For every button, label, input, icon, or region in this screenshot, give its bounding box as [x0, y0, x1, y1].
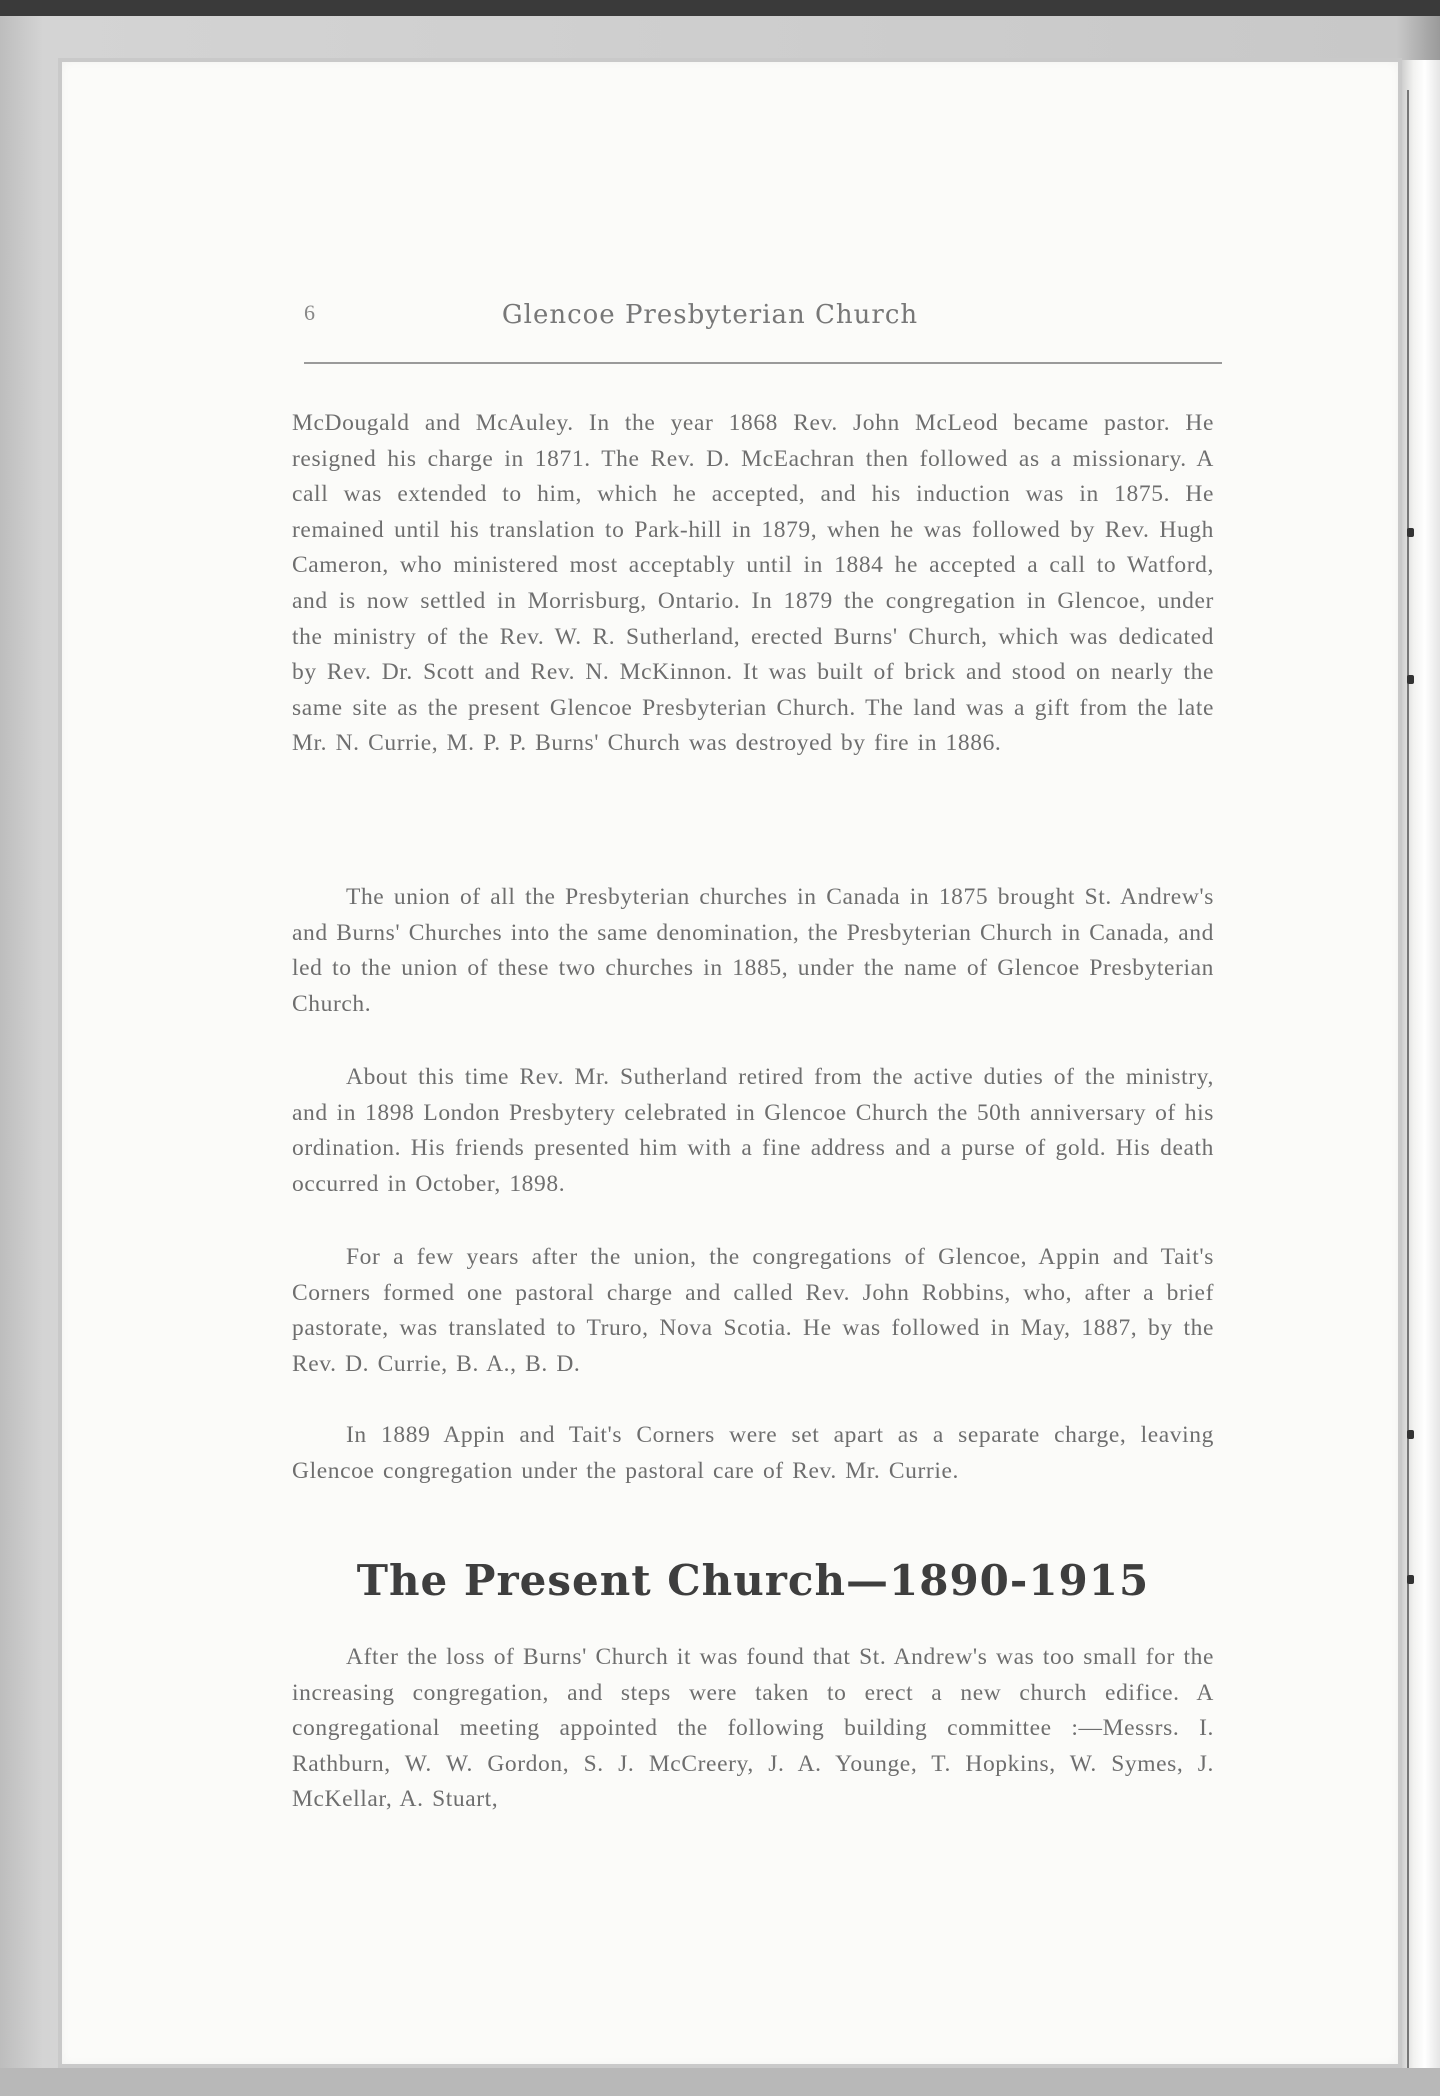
section-heading: The Present Church—1890-1915 [356, 1556, 1150, 1605]
stitch-mark [1407, 1430, 1414, 1439]
paragraph-5: In 1889 Appin and Tait's Corners were set apart as a separate charge, leaving Glencoe congregation under the pastoral care of Rev. Mr. Currie. [292, 1422, 1214, 1484]
spine-stitch-line [1407, 90, 1409, 2070]
stitch-mark [1407, 528, 1414, 537]
section-paragraph: After the loss of Burns' Church it was found that St. Andrew's was too small for the increasing congregation, and steps were taken to erect a new church edifice. A congregational meeting appointed the following building committee :—Messrs. I. Rathburn, W. W. Gordon, S. J. McCreery, J. A. Younge, T. Hopkins, W. Symes, J. McKellar, A. Stuart, [292, 1644, 1214, 1813]
stitch-mark [1407, 1575, 1414, 1584]
paragraph-2: The union of all the Presbyterian churches in Canada in 1875 brought St. Andrew's and Burns' Churches into the same denomination, the Presbyterian Church in Canada, and led to the union of these two churches in 1885, under the name of Glencoe Presbyterian Church. [292, 884, 1214, 1017]
header-rule [304, 362, 1222, 364]
stitch-mark [1407, 675, 1414, 684]
scan-bottom-edge [0, 2068, 1440, 2096]
running-title: Glencoe Presbyterian Church [501, 300, 919, 330]
paragraph-1: McDougald and McAuley. In the year 1868 Rev. John McLeod became pastor. He resigned his charge in 1871. The Rev. D. McEachran then followed as a missionary. A call was extended to him, which he accepted, and his induction was in 1875. He remained until his translation to Park-hill in 1879, when he was followed by Rev. Hugh Cameron, who ministered most acceptably until in 1884 he accepted a call to Watford, and is now settled in Morrisburg, Ontario. In 1879 the congregation in Glencoe, under the ministry of the Rev. W. R. Sutherland, erected Burns' Church, which was dedicated by Rev. Dr. Scott and Rev. N. McKinnon. It was built of brick and stood on nearly the same site as the present Glencoe Presbyterian Church. The land was a gift from the late Mr. N. Currie, M. P. P. Burns' Church was destroyed by fire in 1886. [292, 410, 1214, 757]
page-number: 6 [304, 300, 315, 325]
scan-top-edge [0, 0, 1440, 16]
paragraph-4: For a few years after the union, the congregations of Glencoe, Appin and Tait's Corners formed one pastoral charge and called Rev. John Robbins, who, after a brief pastorate, was translated to Truro, Nova Scotia. He was followed in May, 1887, by the Rev. D. Currie, B. A., B. D. [292, 1244, 1214, 1377]
paragraph-3: About this time Rev. Mr. Sutherland retired from the active duties of the ministry, and in 1898 London Presbytery celebrated in Glencoe Church the 50th anniversary of his ordination. His friends presented him with a fine address and a purse of gold. His death occurred in October, 1898. [292, 1064, 1214, 1197]
